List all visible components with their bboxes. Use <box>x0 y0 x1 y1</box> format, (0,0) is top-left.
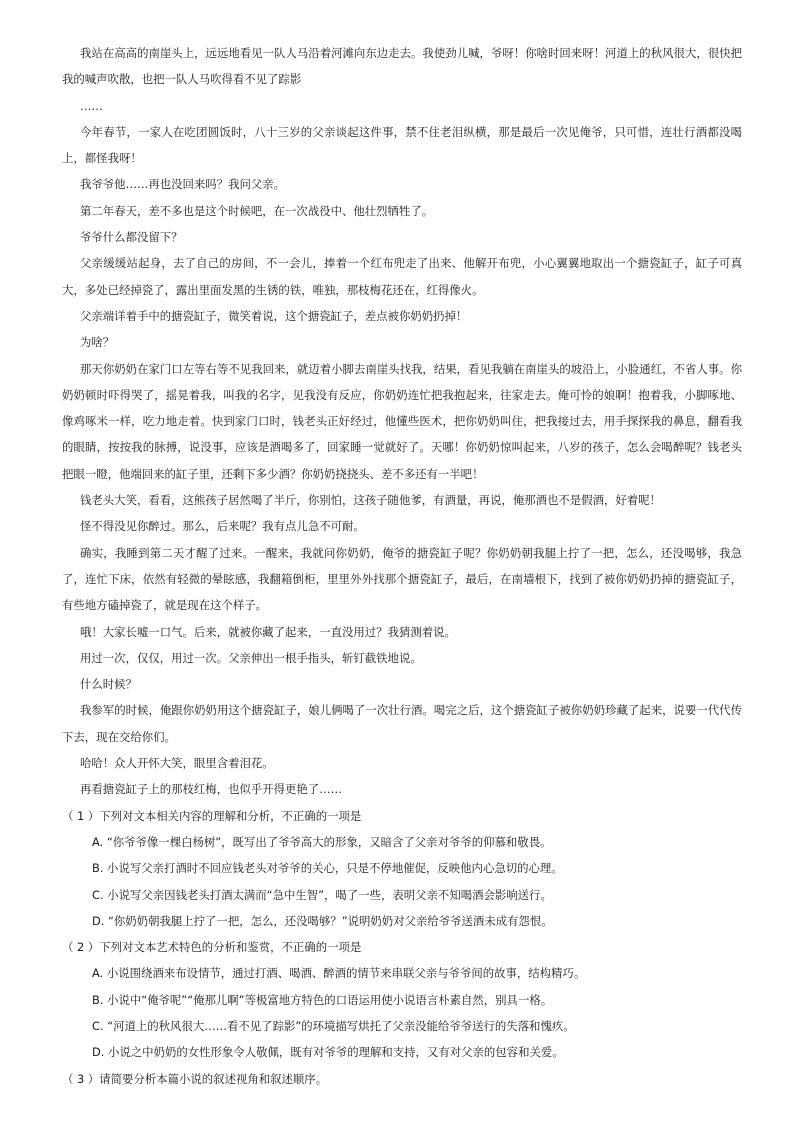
story-paragraph: 今年春节，一家人在吃团圆饭时，八十三岁的父亲谈起这件事，禁不住老泪纵横，那是最后一次见俺爷，只可惜，连壮行酒都没喝上，都怪我呀！ <box>62 124 742 166</box>
question-1 <box>62 803 742 934</box>
story-paragraph: 哦！大家长嘘一口气。后来，就被你藏了起来，一直没用过？我猜测着说。 <box>80 624 456 639</box>
option-b: B. 小说写父亲打酒时不回应钱老头对爷爷的关心，只是不停地催促，反映他内心急切的心理。 <box>92 861 563 876</box>
story-paragraph: 那天你奶奶在家门口左等右等不见我回来，就迈着小脚去南崖头找我，结果，看见我躺在南崖头的坡沿上，小脸通红，不省人事。你奶奶顿时吓得哭了，摇晃着我，叫我的名字，见我没有反应，你奶奶连忙把我抱起来，往家走去。俺可怜的娘啊！抱着我，小脚啄地、像鸡啄米一样，吃力地走着。快到家门口时，钱老头正好经过，他懂些医术，把你奶奶叫住，把我接过去，用手探探我的鼻息，翻看我的眼睛，按按我的脉搏，说没事，应该是酒喝多了，回家睡一觉就好了。天哪！你奶奶惊叫起来，八岁的孩子，怎么会喝醉呢？钱老头把眼一瞪，他端回来的缸子里，还剩下多少酒？你奶奶挠挠头、差不多还有一半吧！ <box>62 361 742 481</box>
story-paragraph: 再看搪瓷缸子上的那枝红梅，也似乎开得更艳了…… <box>80 782 342 797</box>
question-stem: （ 1 ）下列对文本相关内容的理解和分析，不正确的一项是 <box>62 808 362 823</box>
story-paragraph: 怪不得没见你醉过。那么，后来呢？我有点儿急不可耐。 <box>80 519 365 534</box>
story-paragraph: 什么时候？ <box>80 677 137 692</box>
story-paragraph: 我站在高高的南崖头上，远远地看见一队人马沿着河滩向东边走去。我使劲儿喊，爷呀！你啥时回来呀！河道上的秋风很大，很快把我的喊声吹散，也把一队人马吹得看不见了踪影 <box>62 46 742 87</box>
option-a: A. “你爷爷像一棵白杨树”，既写出了爷爷高大的形象，又暗含了父亲对爷爷的仰慕和敬畏。 <box>92 834 552 849</box>
story-paragraph: 父亲缓缓站起身，去了自己的房间，不一会儿，捧着一个红布兜走了出来、他解开布兜，小心翼翼地取出一个搪瓷缸子，缸子可真大，多处已经掉瓷了，露出里面发黑的生锈的铁，唯独，那枝梅花还在，红得像火。 <box>62 256 742 297</box>
option-d: D. “你奶奶朝我腿上拧了一把，怎么，还没喝够？”说明奶奶对父亲给爷爷送酒未成有怨恨。 <box>92 913 553 928</box>
option-list <box>62 960 742 1065</box>
story-paragraph: 为啥？ <box>80 335 115 350</box>
story-paragraph: 我爷爷他……再也没回来吗？我问父亲。 <box>80 177 286 192</box>
document-page <box>62 40 742 1092</box>
story-paragraph: …… <box>80 98 103 113</box>
story-paragraph: 爷爷什么都没留下？ <box>80 230 183 245</box>
option-list <box>62 829 742 934</box>
option-d: D. 小说之中奶奶的女性形象令人敬佩，既有对爷爷的理解和支持，又有对父亲的包容和关爱。 <box>92 1045 564 1060</box>
question-stem: （ 2 ）下列对文本艺术特色的分析和鉴赏，不正确的一项是 <box>62 940 362 955</box>
story-paragraph: 我参军的时候，俺跟你奶奶用这个搪瓷缸子，娘儿俩喝了一次壮行酒。喝完之后，这个搪瓷缸子被你奶奶珍藏了起来，说要一代代传下去，现在交给你们。 <box>62 703 742 744</box>
story-text <box>62 40 742 803</box>
story-paragraph: 第二年春天，差不多也是这个时候吧，在一次战役中、他壮烈牺牲了。 <box>80 203 434 218</box>
option-a: A. 小说围绕酒来布设情节，通过打酒、喝酒、醉酒的情节来串联父亲与爷爷间的故事，结构精巧。 <box>92 966 586 981</box>
story-paragraph: 用过一次，仅仅，用过一次。父亲伸出一根手指头，斩钉截铁地说。 <box>80 650 422 665</box>
question-2 <box>62 934 742 1065</box>
question-stem: （ 3 ）请简要分析本篇小说的叙述视角和叙述顺序。 <box>62 1071 328 1086</box>
story-paragraph: 哈哈！众人开怀大笑，眼里含着泪花。 <box>80 756 274 771</box>
story-paragraph: 钱老头大笑，看看，这熊孩子居然喝了半斤，你别怕，这孩子随他爹，有酒量，再说，俺那酒也不是假酒，好着呢！ <box>80 493 661 508</box>
question-3 <box>62 1066 742 1092</box>
story-paragraph: 父亲端详着手中的搪瓷缸子，微笑着说，这个搪瓷缸子，差点被你奶奶扔掉！ <box>80 308 468 323</box>
story-paragraph: 确实，我睡到第二天才醒了过来。一醒来，我就问你奶奶，俺爷的搪瓷缸子呢？你奶奶朝我腿上拧了一把，怎么，还没喝够，我急了，连忙下床，依然有轻微的晕眩感，我翻箱倒柜，里里外外找那个搪瓷缸子，最后，在南墙根下，找到了被你奶奶扔掉的搪瓷缸子，有些地方磕掉瓷了，就是现在这个样子。 <box>62 545 742 613</box>
option-b: B. 小说中“俺爷呢”“俺那儿啊”等极富地方特色的口语运用使小说语言朴素自然，别具一格。 <box>92 992 553 1007</box>
option-c: C. 小说写父亲因钱老头打酒太满而“急中生智”，喝了一些，表明父亲不知喝酒会影响送行。 <box>92 887 552 902</box>
option-c: C. “河道上的秋风很大……看不见了踪影”的环境描写烘托了父亲没能给爷爷送行的失落和愧疚。 <box>92 1018 575 1033</box>
